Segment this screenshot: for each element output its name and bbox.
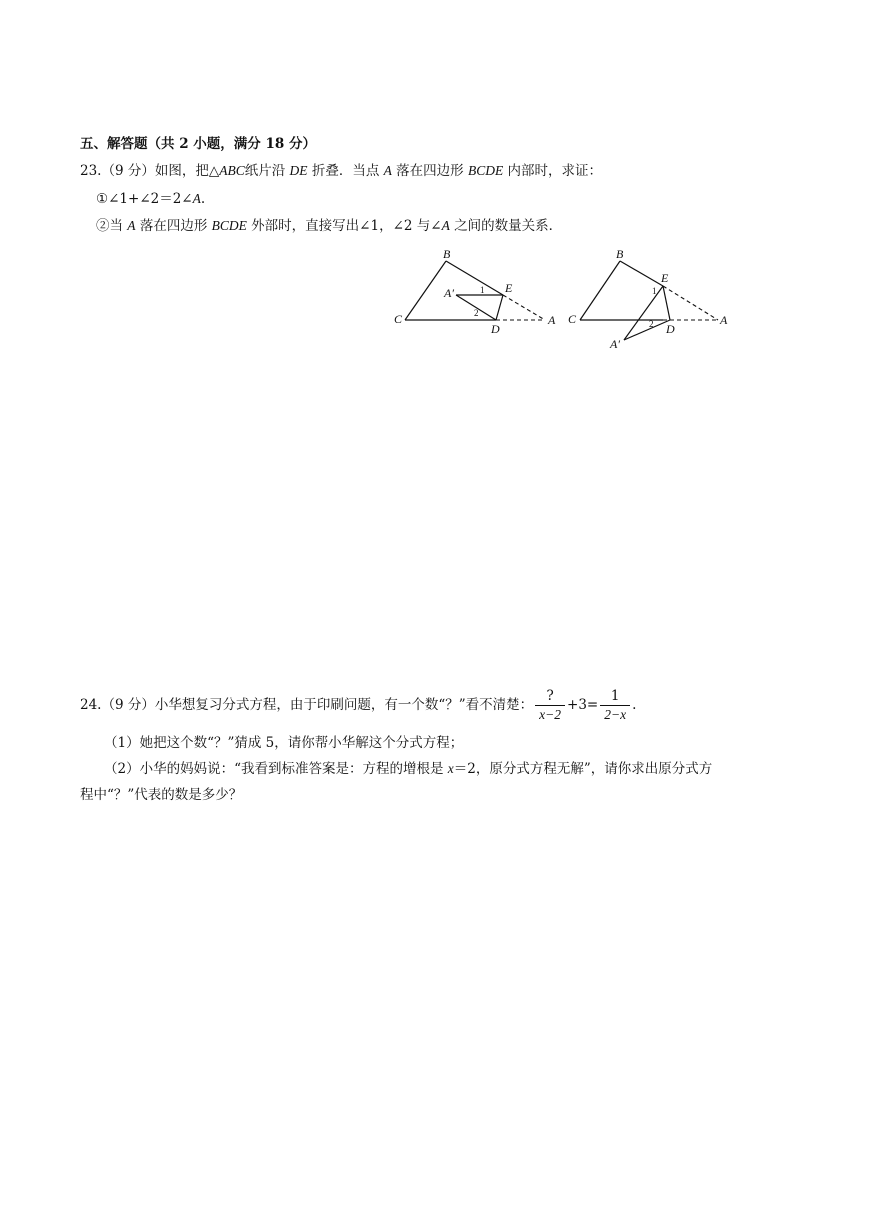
- fig1-label-a-prime: A′: [444, 286, 454, 300]
- q23-point-a: A: [383, 163, 392, 178]
- fig1-label-b: B: [443, 247, 451, 261]
- q23-intro-mid2: 折叠．当点: [307, 163, 384, 179]
- q24-part2-continuation: 程中“？”代表的数是多少？: [80, 787, 243, 803]
- fig1-angle-1: 1: [480, 285, 485, 295]
- q24-fraction-1-numerator: ?: [535, 687, 565, 706]
- fig1-side-be: [446, 261, 503, 295]
- fig1-fold-de: [496, 295, 503, 320]
- q24-intro: [80, 687, 636, 724]
- q23-part2-end: 之间的数量关系．: [449, 218, 563, 234]
- q23-part2-a2: A: [441, 218, 450, 233]
- fig1-label-c: C: [394, 312, 403, 326]
- fig2-label-e: E: [661, 271, 669, 285]
- fig2-label-c: C: [568, 312, 577, 326]
- fig2-label-a-prime: A′: [610, 337, 620, 351]
- q23-part2: [96, 216, 562, 236]
- q24-fraction-2-denominator: 2−x: [604, 707, 627, 722]
- q23-part2-prefix: ②当: [96, 218, 128, 234]
- q24-part2-x: x: [447, 761, 454, 776]
- q23-part2-suffix: 外部时，直接写出∠1，∠2 与∠: [246, 218, 442, 234]
- section-heading: 五、解答题（共 2 小题，满分 18 分）: [80, 136, 316, 152]
- q23-part1-prefix: ①∠1+∠2＝2∠: [96, 191, 193, 207]
- q23-part2-a: A: [127, 218, 136, 233]
- q23-intro-mid1: 纸片沿: [244, 163, 290, 179]
- q23-part2-mid: 落在四边形: [135, 218, 212, 234]
- q23-part2-bcde: BCDE: [211, 218, 247, 233]
- q24-fraction-2: [600, 687, 630, 724]
- q23-part1: [96, 189, 205, 209]
- fig2-fold-de: [663, 286, 670, 320]
- fig2-dashed-ea: [663, 286, 718, 320]
- q24-part2-prefix: （2）小华的妈妈说：“我看到标准答案是：方程的增根是: [104, 761, 448, 777]
- q23-part1-a: A: [192, 191, 201, 206]
- fig1-dashed-ea: [503, 295, 545, 320]
- q24-fraction-2-numerator: 1: [600, 687, 630, 706]
- fig1-label-a: A: [548, 313, 556, 327]
- q24-fraction-1-denominator: x−2: [539, 707, 562, 722]
- q24-part2: [104, 759, 712, 779]
- fig2-label-d: D: [666, 322, 675, 336]
- fig2-angle-2: 2: [649, 319, 654, 329]
- q23-intro: [80, 161, 602, 181]
- q23-fold-line: DE: [289, 163, 308, 178]
- fig1-label-d: D: [491, 322, 500, 336]
- fig2-side-be: [620, 261, 663, 286]
- q23-figure-1: [390, 244, 560, 339]
- q24-intro-end: .: [632, 697, 637, 713]
- fig2-side-cb: [580, 261, 620, 320]
- q24-plus-three: +3=: [567, 697, 599, 713]
- fig2-label-a: A: [720, 313, 728, 327]
- fig1-side-cb: [405, 261, 446, 320]
- q23-intro-prefix: 23.（9 分）如图，把△: [80, 163, 220, 179]
- q24-intro-text: 24.（9 分）小华想复习分式方程，由于印刷问题，有一个数“？”看不清楚：: [80, 697, 534, 713]
- fig2-angle-1: 1: [652, 286, 657, 296]
- q23-intro-mid3: 落在四边形: [391, 163, 468, 179]
- q24-part2-suffix: ＝2，原分式方程无解”，请你求出原分式方: [453, 761, 713, 777]
- q23-triangle-name: ABC: [219, 163, 245, 178]
- q24-part1: （1）她把这个数“？”猜成 5，请你帮小华解这个分式方程；: [104, 735, 464, 751]
- q23-part1-end: .: [200, 191, 206, 207]
- q23-intro-suffix: 内部时，求证：: [503, 163, 603, 179]
- fig1-angle-2: 2: [474, 308, 479, 318]
- q24-fraction-1: [535, 687, 565, 724]
- q23-quadrilateral: BCDE: [467, 163, 504, 178]
- fig2-label-b: B: [616, 247, 624, 261]
- fig1-label-e: E: [505, 281, 513, 295]
- q23-figure-2: [560, 244, 735, 354]
